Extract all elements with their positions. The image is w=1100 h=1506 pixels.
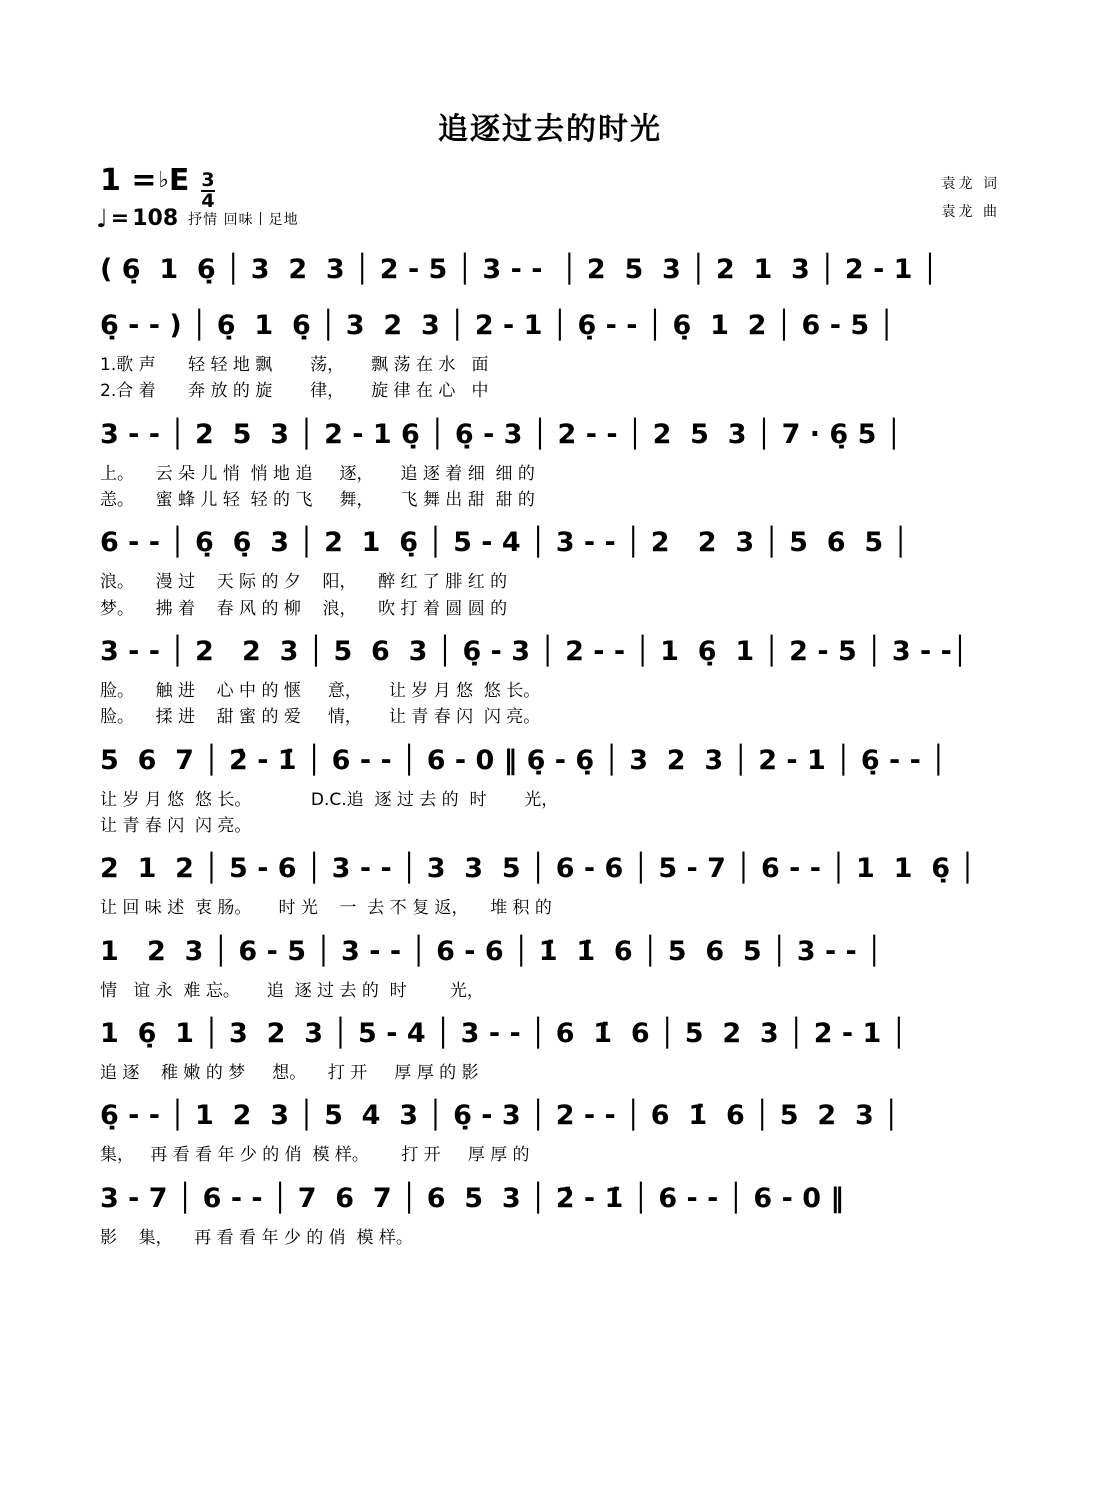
quarter-note-icon: ♩	[96, 204, 108, 233]
notation-line: 3 - - │ 2 5 3 │ 2 - 1 6̣ │ 6̣ - 3 │ 2 - - │ 2 5 3 │ 7 · 6̣ 5 │	[100, 418, 903, 450]
key-letter: E	[168, 163, 190, 198]
system-7	[100, 849, 1000, 921]
system-1	[100, 250, 1000, 296]
time-numerator: 3	[201, 169, 215, 191]
lyric-line-verse2: 让 青 春 闪 闪 亮。	[100, 816, 252, 837]
music-body	[0, 250, 1100, 1251]
composer-credit: 袁龙 曲	[941, 204, 1000, 220]
notation-line: 2 1 2 │ 5 - 6 │ 3 - - │ 3 3 5 │ 6 - 6 │ 5 - 7 │ 6 - - │ 1 1 6̣ │	[100, 853, 976, 885]
tempo-value: 108	[132, 206, 179, 231]
tempo-equals: =	[110, 206, 130, 231]
time-denominator: 4	[201, 190, 215, 212]
notation-line: 6̣ - - ) │ 6̣ 1 6̣ │ 3 2 3 │ 2 - 1 │ 6̣ - - │ 6̣ 1 2 │ 6 - 5 │	[100, 310, 895, 341]
system-11	[100, 1179, 1000, 1251]
system-3	[100, 415, 1000, 514]
notation-line: 1 6̣ 1 │ 3 2 3 │ 5 - 4 │ 3 - - │ 6 1̇ 6 │ 5 2 3 │ 2 - 1 │	[100, 1018, 907, 1050]
lyricist-credit: 袁龙 词	[941, 176, 1000, 192]
lyric-line-verse1: 情 谊 永 难 忘。 追 逐 过 去 的 时 光，	[100, 980, 484, 1001]
page-title: 追逐过去的时光	[438, 112, 662, 147]
lyric-line-verse2: 恙。 蜜 蜂 儿 轻 轻 的 飞 舞， 飞 舞 出 甜 甜 的	[100, 490, 535, 511]
lyric-line-verse2: 2.合 着 奔 放 的 旋 律， 旋 律 在 心 中	[100, 381, 489, 402]
lyric-line-verse2: 脸。 揉 进 甜 蜜 的 爱 情， 让 青 春 闪 闪 亮。	[100, 707, 541, 728]
tempo-marking	[96, 204, 299, 231]
system-4	[100, 523, 1000, 622]
notation-line: 6̣ - - │ 1 2 3 │ 5 4 3 │ 6̣ - 3 │ 2 - - │ 6 1̇ 6 │ 5 2 3 │	[100, 1100, 900, 1132]
lyric-line-verse1: 让 回 味 述 衷 肠。 时 光 一 去 不 复 返， 堆 积 的	[100, 898, 552, 919]
notation-line: 5 6 7 │ 2̇ - 1̇ │ 6 - - │ 6 - 0 ‖ 6̣ - 6̣ │ 3 2 3 │ 2 - 1 │ 6̣ - - │	[100, 744, 947, 776]
lyric-line-verse1: 上。 云 朵 儿 悄 悄 地 追 逐， 追 逐 着 细 细 的	[100, 463, 535, 484]
lyric-line-verse1: 浪。 漫 过 天 际 的 夕 阳， 醉 红 了 腓 红 的	[100, 572, 508, 593]
score-header	[0, 163, 1100, 244]
notation-line: 1 2 3 │ 6 - 5 │ 3 - - │ 6 - 6 │ 1̇ 1̇ 6 │ 5 6 5 │ 3 - - │	[100, 935, 883, 967]
lyric-line-verse1: 追 逐 稚 嫩 的 梦 想。 打 开 厚 厚 的 影	[100, 1063, 479, 1084]
key-label: 1 =	[100, 163, 157, 198]
notation-line: 3 - - │ 2 2 3 │ 5 6 3 │ 6̣ - 3 │ 2 - - │ 1 6̣ 1 │ 2 - 5 │ 3 - -│	[100, 636, 969, 668]
lyric-line-verse1: 影 集， 再 看 看 年 少 的 俏 模 样。	[100, 1227, 413, 1248]
flat-icon: ♭	[158, 168, 169, 193]
system-6	[100, 741, 1000, 840]
system-2	[100, 306, 1000, 405]
lyric-line-verse1: 1.歌 声 轻 轻 地 飘 荡， 飘 荡 在 水 面	[100, 355, 489, 375]
lyric-line-verse2: 梦。 拂 着 春 风 的 柳 浪， 吹 打 着 圆 圆 的	[100, 598, 508, 619]
system-9	[100, 1014, 1000, 1086]
lyric-line-verse1: 集， 再 看 看 年 少 的 俏 模 样。 打 开 厚 厚 的	[100, 1145, 530, 1166]
notation-line: ( 6̣ 1 6̣ │ 3 2 3 │ 2 - 5 │ 3 - - │ 2 5 3 │ 2 1 3 │ 2 - 1 │	[100, 254, 939, 285]
notation-line: 3 - 7 │ 6 - - │ 7 6 7 │ 6 5 3 │ 2̇ - 1̇ │ 6 - - │ 6 - 0 ‖	[100, 1182, 844, 1214]
system-10	[100, 1096, 1000, 1168]
lyric-line-verse1: 让 岁 月 悠 悠 长。 D.C.追 逐 过 去 的 时 光，	[100, 789, 559, 810]
notation-line: 6 - - │ 6̣ 6̣ 3 │ 2 1 6̣ │ 5 - 4 │ 3 - - │ 2 2 3 │ 5 6 5 │	[100, 527, 909, 559]
lyric-line-verse1: 脸。 触 进 心 中 的 惬 意， 让 岁 月 悠 悠 长。	[100, 681, 541, 702]
expression-marking: 抒情 回味丨足地	[188, 212, 299, 228]
system-8	[100, 932, 1000, 1004]
credits-block	[942, 170, 1000, 226]
system-5	[100, 632, 1000, 731]
